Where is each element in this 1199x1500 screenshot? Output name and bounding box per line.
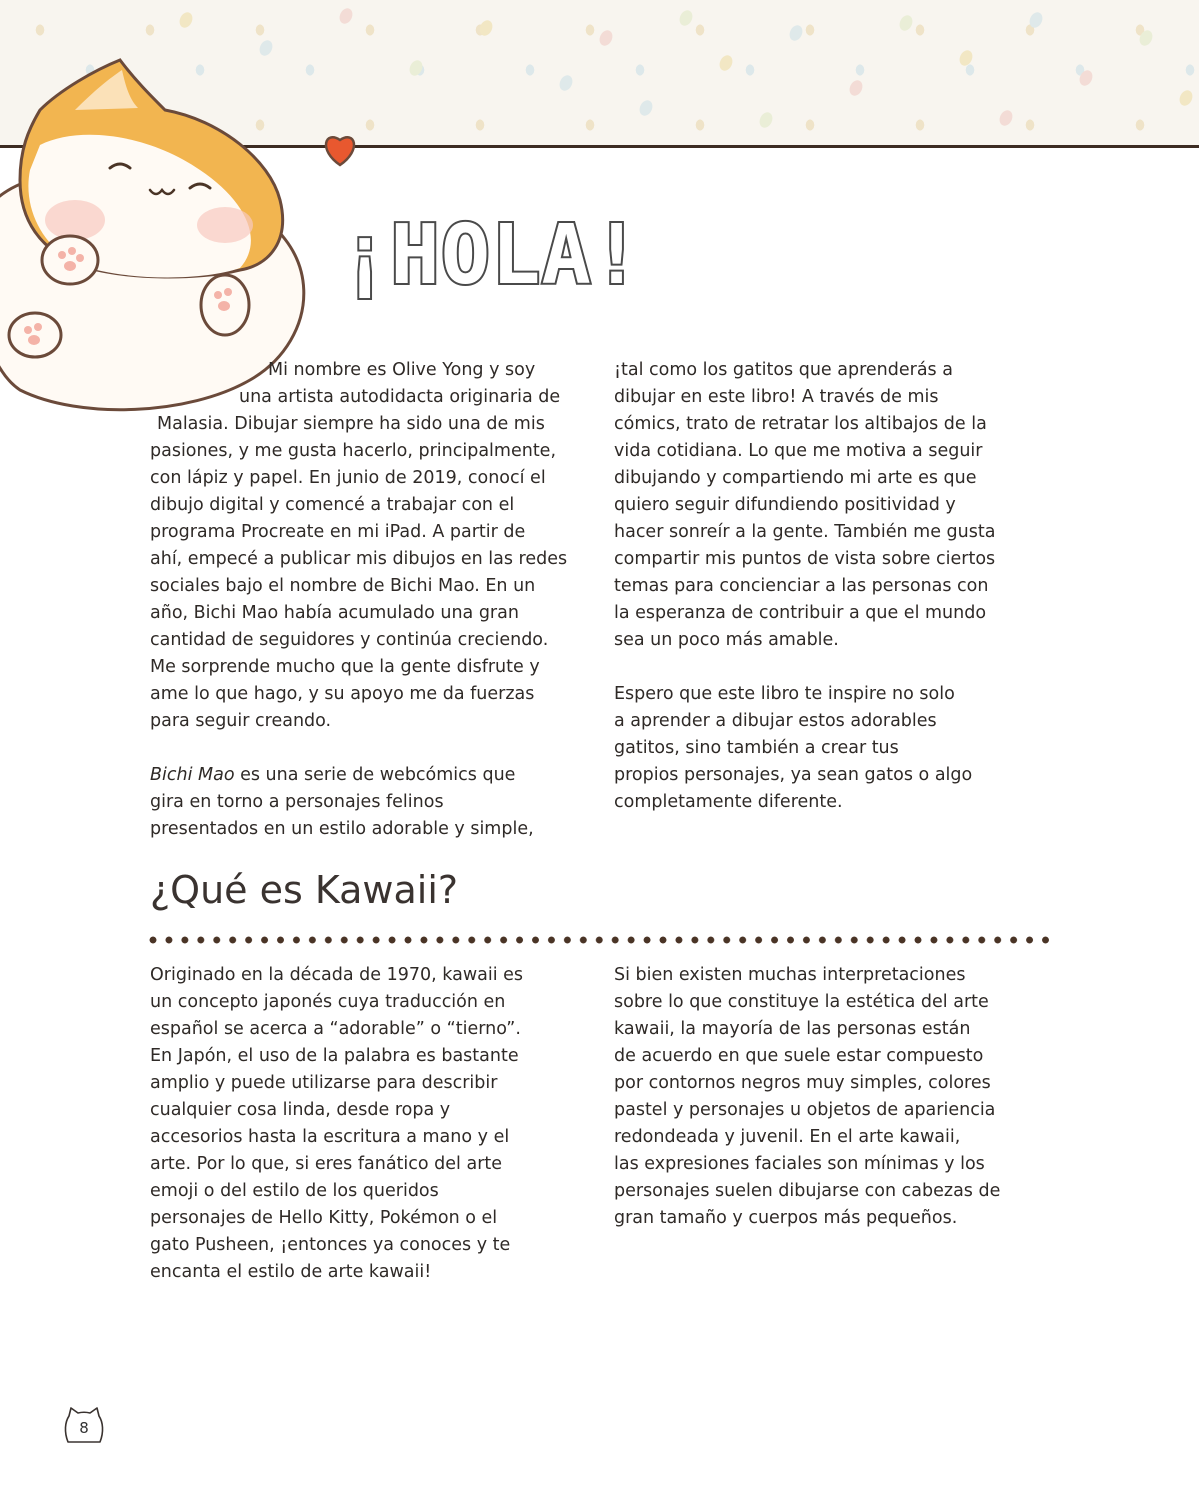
kawaii-line: español se acerca a “adorable” o “tierno”. (150, 1019, 521, 1039)
italic-title: Bichi Mao (150, 765, 235, 785)
kawaii-line: de acuerdo en que suele estar compuesto (614, 1046, 984, 1066)
kawaii-line: kawaii, la mayoría de las personas están (614, 1019, 971, 1039)
intro-line: vida cotidiana. Lo que me motiva a seguir (614, 441, 983, 461)
intro-line: año, Bichi Mao había acumulado una gran (150, 603, 519, 623)
kawaii-line: gato Pusheen, ¡entonces ya conoces y te (150, 1235, 511, 1255)
dotted-divider (148, 935, 1054, 945)
kawaii-line: Originado en la década de 1970, kawaii es (150, 965, 524, 985)
intro-line: ahí, empecé a publicar mis dibujos en las redes (150, 549, 568, 569)
intro-line: ame lo que hago, y su apoyo me da fuerzas (150, 684, 535, 704)
intro-line: Malasia. Dibujar siempre ha sido una de mis (157, 414, 545, 434)
kawaii-line: En Japón, el uso de la palabra es bastante (150, 1046, 519, 1066)
intro-line: para seguir creando. (150, 711, 332, 731)
kawaii-line: cualquier cosa linda, desde ropa y (150, 1100, 451, 1120)
intro-line: propios personajes, ya sean gatos o algo (614, 765, 973, 785)
kawaii-line: gran tamaño y cuerpos más pequeños. (614, 1208, 958, 1228)
intro-line: con lápiz y papel. En junio de 2019, conocí el (150, 468, 546, 488)
page-number: 8 (79, 1419, 89, 1437)
kawaii-line: por contornos negros muy simples, colores (614, 1073, 991, 1093)
kawaii-line: personajes de Hello Kitty, Pokémon o el (150, 1208, 498, 1228)
intro-line: presentados en un estilo adorable y simple, (150, 819, 534, 839)
intro-line: a aprender a dibujar estos adorables (614, 711, 937, 731)
intro-line: sociales bajo el nombre de Bichi Mao. En un (150, 576, 536, 596)
kawaii-line: encanta el estilo de arte kawaii! (150, 1262, 432, 1282)
intro-line: compartir mis puntos de vista sobre ciertos (614, 549, 996, 569)
intro-line: ¡tal como los gatitos que aprenderás a (614, 360, 953, 380)
kawaii-line: personajes suelen dibujarse con cabezas de (614, 1181, 1001, 1201)
intro-line: hacer sonreír a la gente. También me gusta (614, 522, 996, 542)
intro-line: Espero que este libro te inspire no solo (614, 684, 955, 704)
kawaii-line: las expresiones faciales son mínimas y los (614, 1154, 985, 1174)
intro-line: Me sorprende mucho que la gente disfrute y (150, 657, 540, 677)
intro-line-rest: es una serie de webcómics que (234, 765, 516, 785)
intro-line: dibujando y compartiendo mi arte es que (614, 468, 977, 488)
kawaii-line: arte. Por lo que, si eres fanático del arte (150, 1154, 503, 1174)
kawaii-line: Si bien existen muchas interpretaciones (614, 965, 966, 985)
kawaii-line: pastel y personajes u objetos de apariencia (614, 1100, 996, 1120)
section-title-kawaii: ¿Qué es Kawaii? (150, 868, 459, 912)
intro-line: quiero seguir difundiendo positividad y (614, 495, 956, 515)
intro-line: temas para concienciar a las personas con (614, 576, 989, 596)
intro-line: sea un poco más amable. (614, 630, 839, 650)
intro-line: cómics, trato de retratar los altibajos de la (614, 414, 987, 434)
kawaii-line: un concepto japonés cuya traducción en (150, 992, 506, 1012)
kawaii-line: emoji o del estilo de los queridos (150, 1181, 439, 1201)
kawaii-line: sobre lo que constituye la estética del arte (614, 992, 989, 1012)
intro-line: una artista autodidacta originaria de (239, 387, 561, 407)
heart-icon (326, 137, 354, 165)
kawaii-line: redondeada y juvenil. En el arte kawaii, (614, 1127, 961, 1147)
intro-line: completamente diferente. (614, 792, 843, 812)
intro-line: cantidad de seguidores y continúa creciendo. (150, 630, 549, 650)
intro-line: dibujo digital y comencé a trabajar con el (150, 495, 515, 515)
intro-line: gira en torno a personajes felinos (150, 792, 444, 812)
page-heading: ¡HOLA! (340, 208, 643, 303)
intro-line: gatitos, sino también a crear tus (614, 738, 899, 758)
intro-line: la esperanza de contribuir a que el mundo (614, 603, 987, 623)
kawaii-line: accesorios hasta la escritura a mano y el (150, 1127, 510, 1147)
intro-line: Mi nombre es Olive Yong y soy (268, 360, 536, 380)
intro-line: pasiones, y me gusta hacerlo, principalmente, (150, 441, 557, 461)
kawaii-line: amplio y puede utilizarse para describir (150, 1073, 498, 1093)
intro-line: dibujar en este libro! A través de mis (614, 387, 939, 407)
intro-line (150, 762, 515, 789)
intro-line: programa Procreate en mi iPad. A partir de (150, 522, 526, 542)
